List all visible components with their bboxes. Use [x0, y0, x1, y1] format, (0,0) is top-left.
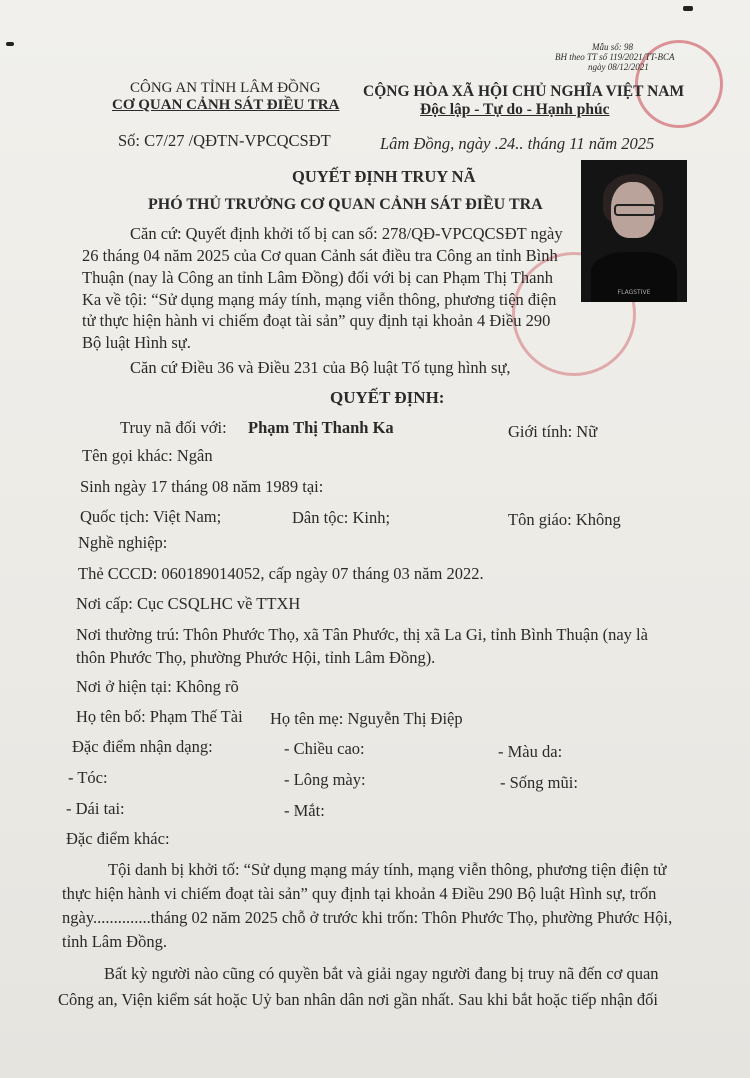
identification-features: Đặc điểm nhận dạng:: [72, 737, 213, 756]
father-name: Họ tên bố: Phạm Thế Tài: [76, 707, 243, 726]
basis-line: 26 tháng 04 năm 2025 của Cơ quan Cảnh sát điều tra Công an tỉnh Bình: [82, 246, 558, 265]
speck: [683, 6, 693, 11]
earlobe: - Dái tai:: [66, 799, 125, 818]
alias: Tên gọi khác: Ngân: [82, 446, 213, 465]
other-features: Đặc điểm khác:: [66, 829, 170, 848]
notice-line: Công an, Viện kiểm sát hoặc Uỷ ban nhân dân nơi gần nhất. Sau khi bắt hoặc tiếp nhận đối: [58, 990, 658, 1009]
skin-color: - Màu da:: [498, 742, 563, 761]
basis-line: Ka về tội: “Sử dụng mạng máy tính, mạng viễn thông, phương tiện điện: [82, 290, 557, 309]
nation-motto: Độc lập - Tự do - Hạnh phúc: [420, 101, 610, 118]
issuer-title: PHÓ THỦ TRƯỞNG CƠ QUAN CẢNH SÁT ĐIỀU TRA: [148, 196, 543, 213]
religion: Tôn giáo: Không: [508, 510, 621, 529]
current-residence: Nơi ở hiện tại: Không rõ: [76, 677, 239, 696]
basis-line: Căn cứ Điều 36 và Điều 231 của Bộ luật Tố tụng hình sự,: [130, 358, 511, 377]
id-card: Thẻ CCCD: 060189014052, cấp ngày 07 tháng 03 năm 2022.: [78, 564, 484, 583]
charge-line: tỉnh Lâm Đồng.: [62, 932, 167, 951]
basis-line: tử thực hiện hành vi chiếm đoạt tài sản” quy định tại khoản 4 Điều 290: [82, 311, 551, 330]
decision-title: QUYẾT ĐỊNH:: [330, 388, 445, 407]
charge-line: ngày..............tháng 02 năm 2025 chỗ ở trước khi trốn: Thôn Phước Thọ, phường Phước Hội,: [62, 908, 673, 927]
agency-name: CÔNG AN TỈNH LÂM ĐỒNG: [130, 80, 321, 96]
notice-line: Bất kỳ người nào cũng có quyền bắt và giải ngay người đang bị truy nã đến cơ quan: [104, 964, 659, 983]
gender: Giới tính: Nữ: [508, 422, 598, 441]
nationality: Quốc tịch: Việt Nam;: [80, 507, 222, 526]
speck: [6, 42, 14, 46]
height: - Chiều cao:: [284, 739, 365, 758]
basis-line: Căn cứ: Quyết định khởi tố bị can số: 278/QĐ-VPCQCSĐT ngày: [130, 224, 563, 243]
occupation: Nghề nghiệp:: [78, 533, 168, 552]
eyebrows: - Lông mày:: [284, 770, 366, 789]
permanent-residence: Nơi thường trú: Thôn Phước Thọ, xã Tân Phước, thị xã La Gi, tỉnh Bình Thuận (nay là: [76, 625, 648, 644]
photo-caption: FLAGSTIVE: [617, 289, 651, 296]
document-title: QUYẾT ĐỊNH TRUY NÃ: [292, 167, 476, 186]
form-number-line2: BH theo TT số 119/2021/TT-BCA: [555, 52, 675, 62]
nation-name: CỘNG HÒA XÃ HỘI CHỦ NGHĨA VIỆT NAM: [363, 83, 685, 100]
basis-line: Thuận (nay là Công an tỉnh Lâm Đồng) đối với bị can Phạm Thị Thanh: [82, 268, 553, 287]
charge-line: thực hiện hành vi chiếm đoạt tài sản” quy định tại khoản 4 Điều 290 Bộ luật Hình sự, trốn: [62, 884, 657, 903]
birth-info: Sinh ngày 17 tháng 08 năm 1989 tại:: [80, 477, 324, 496]
form-number-line3: ngày 08/12/2021: [588, 62, 649, 72]
suspect-photo: [581, 160, 687, 302]
mother-name: Họ tên mẹ: Nguyễn Thị Điệp: [270, 709, 463, 728]
hair: - Tóc:: [68, 768, 108, 787]
eyes: - Mắt:: [284, 801, 325, 820]
id-issued-by: Nơi cấp: Cục CSQLHC về TTXH: [76, 594, 301, 613]
place-date: Lâm Đồng, ngày .24.. tháng 11 năm 2025: [380, 134, 655, 153]
charge-line: Tội danh bị khởi tố: “Sử dụng mạng máy tính, mạng viễn thông, phương tiện điện tử: [108, 860, 667, 879]
ethnicity: Dân tộc: Kinh;: [292, 508, 391, 527]
form-number-line1: Mẫu số: 98: [592, 42, 633, 52]
basis-line: Bộ luật Hình sự.: [82, 333, 191, 352]
document-number: Số: C7/27 /QĐTN-VPCQCSĐT: [118, 131, 331, 150]
agency-department: CƠ QUAN CẢNH SÁT ĐIỀU TRA: [112, 97, 340, 113]
permanent-residence-cont: thôn Phước Thọ, phường Phước Hội, tỉnh Lâm Đồng).: [76, 648, 436, 667]
nose-bridge: - Sống mũi:: [500, 773, 578, 792]
suspect-name: Phạm Thị Thanh Ka: [248, 418, 394, 437]
wanted-label: Truy nã đối với:: [120, 418, 227, 437]
